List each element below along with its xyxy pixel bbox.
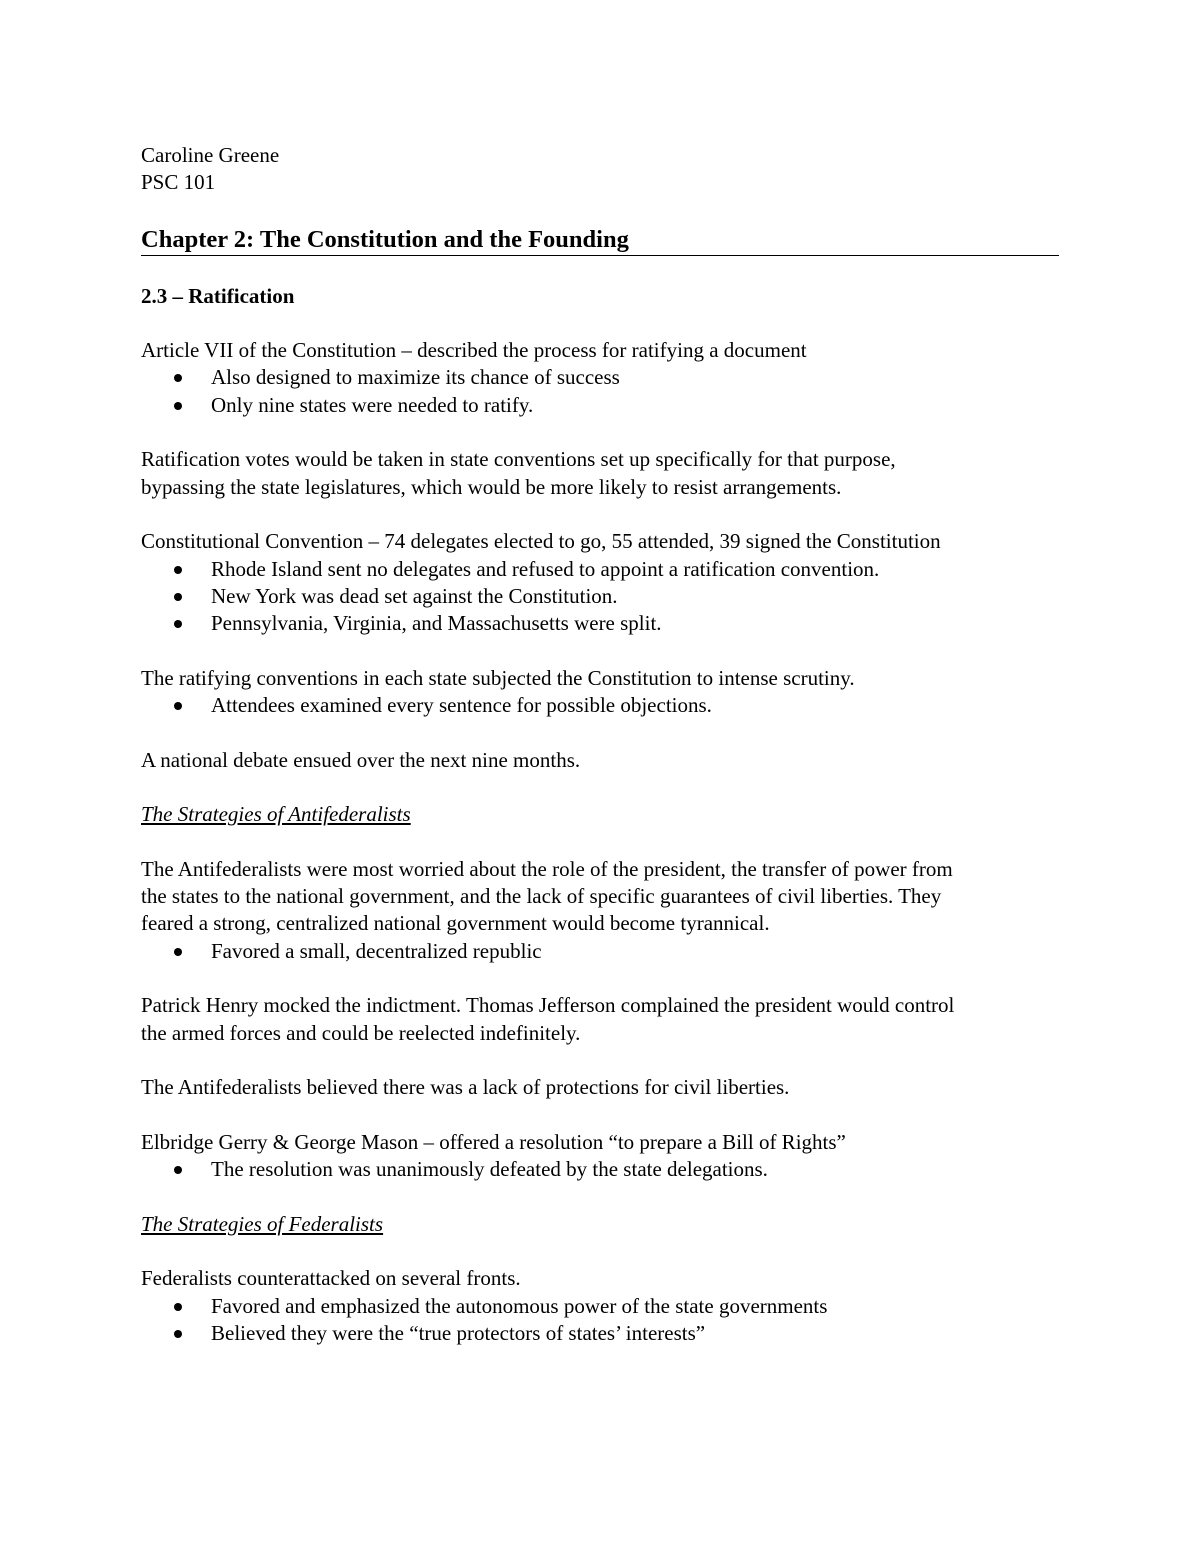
bullet-list [141, 692, 1059, 719]
bullet-icon [174, 593, 182, 601]
paragraph-scrutiny [141, 665, 1059, 720]
section-heading: 2.3 – Ratification [141, 283, 295, 308]
bullet-item: Rhode Island sent no delegates and refused to appoint a ratification convention. [141, 556, 1059, 583]
paragraph-debate [141, 747, 1059, 774]
bullet-list [141, 1156, 1059, 1183]
paragraph-line: The Antifederalists were most worried about the role of the president, the transfer of power from [141, 856, 953, 881]
paragraph-line: the armed forces and could be reelected indefinitely. [141, 1020, 581, 1045]
bullet-item: Believed they were the “true protectors of states’ interests” [141, 1320, 1059, 1347]
bullet-item: New York was dead set against the Constitution. [141, 583, 1059, 610]
paragraph-line: Constitutional Convention – 74 delegates elected to go, 55 attended, 39 signed the Constitution [141, 529, 941, 554]
paragraph-line: Elbridge Gerry & George Mason – offered a resolution “to prepare a Bill of Rights” [141, 1129, 846, 1154]
bullet-list [141, 556, 1059, 638]
paragraph-line: Patrick Henry mocked the indictment. Thomas Jefferson complained the president would control [141, 993, 955, 1018]
bullet-icon [174, 948, 182, 956]
bullet-item: Favored a small, decentralized republic [141, 938, 1059, 965]
bullet-list [141, 938, 1059, 965]
bullet-icon [174, 1166, 182, 1174]
paragraph-liberties [141, 1074, 1059, 1101]
bullet-item: Only nine states were needed to ratify. [141, 392, 1059, 419]
author-name: Caroline Greene [141, 143, 280, 167]
subheading-antifederalists: The Strategies of Antifederalists [141, 802, 411, 827]
bullet-icon [174, 702, 182, 710]
paragraph-line: Article VII of the Constitution – described the process for ratifying a document [141, 338, 807, 363]
paragraph-line: Federalists counterattacked on several fronts. [141, 1266, 521, 1291]
bullet-icon [174, 566, 182, 574]
chapter-title: Chapter 2: The Constitution and the Founding [141, 225, 1059, 256]
paragraph-line: Ratification votes would be taken in state conventions set up specifically for that purpose, [141, 447, 896, 472]
bullet-icon [174, 402, 182, 410]
paragraph-henry [141, 992, 1059, 1047]
bullet-item: Also designed to maximize its chance of success [141, 364, 1059, 391]
paragraph-gerry-mason [141, 1129, 1059, 1184]
bullet-icon [174, 374, 182, 382]
bullet-list [141, 1293, 1059, 1348]
bullet-icon [174, 1330, 182, 1338]
bullet-item: Attendees examined every sentence for possible objections. [141, 692, 1059, 719]
bullet-item: The resolution was unanimously defeated by the state delegations. [141, 1156, 1059, 1183]
paragraph-line: The Antifederalists believed there was a lack of protections for civil liberties. [141, 1075, 790, 1100]
paragraph-line: A national debate ensued over the next nine months. [141, 747, 581, 772]
subheading-federalists: The Strategies of Federalists [141, 1211, 384, 1236]
paragraph-ratification-votes [141, 446, 1059, 501]
paragraph-article-vii [141, 337, 1059, 419]
paragraph-convention [141, 528, 1059, 637]
paragraph-line: feared a strong, centralized national government would become tyrannical. [141, 911, 770, 936]
paragraph-antifederalists-worried [141, 856, 1059, 965]
paragraph-line: the states to the national government, and the lack of specific guarantees of civil liberties. They [141, 884, 942, 909]
course-code: PSC 101 [141, 170, 216, 195]
bullet-item: Favored and emphasized the autonomous power of the state governments [141, 1293, 1059, 1320]
bullet-list [141, 364, 1059, 419]
bullet-icon [174, 1303, 182, 1311]
document-page [141, 142, 1059, 1347]
bullet-item: Pennsylvania, Virginia, and Massachusetts were split. [141, 610, 1059, 637]
bullet-icon [174, 620, 182, 628]
paragraph-line: bypassing the state legislatures, which would be more likely to resist arrangements. [141, 474, 842, 499]
paragraph-federalists [141, 1265, 1059, 1347]
paragraph-line: The ratifying conventions in each state subjected the Constitution to intense scrutiny. [141, 665, 855, 690]
